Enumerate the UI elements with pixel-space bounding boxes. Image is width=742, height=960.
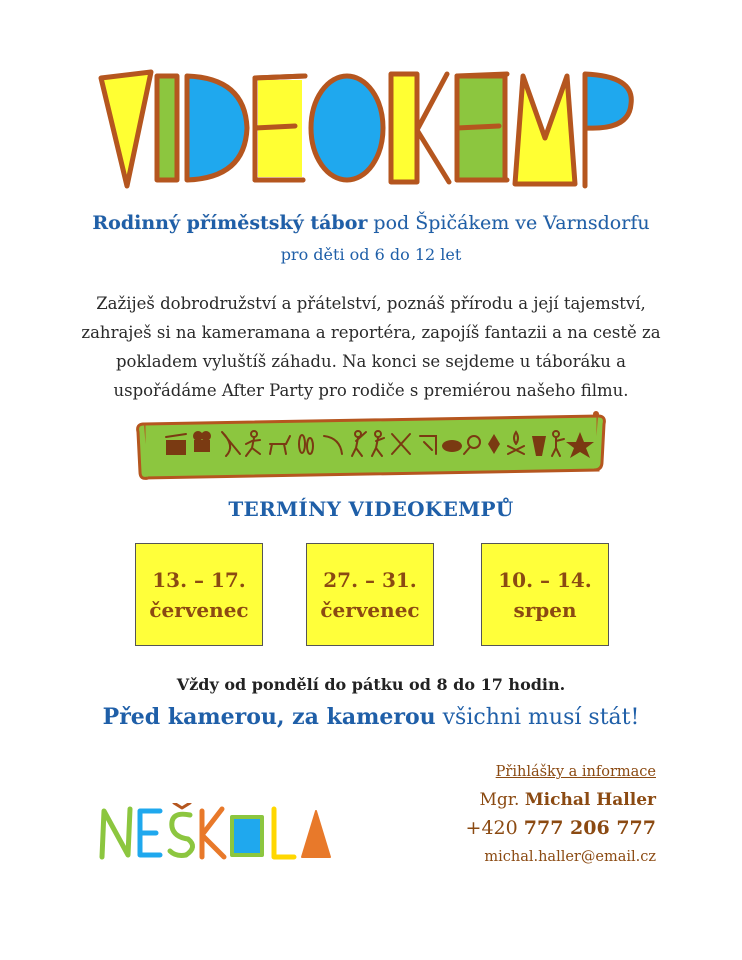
slogan-rest: všichni musí stát! [435,705,640,730]
contact-phone [466,817,656,839]
phone-number: 777 206 777 [523,817,656,839]
intro-paragraph [70,289,672,405]
videokemp-logo [95,68,640,193]
slogan-bold: Před kamerou, za kamerou [102,704,436,730]
subtitle-bold: Rodinný příměstský tábor [92,212,368,234]
date-box-1 [135,543,263,646]
age-range: pro děti od 6 do 12 let [280,245,462,264]
contact-email[interactable]: michal.haller@email.cz [484,849,656,865]
date-month: červenec [320,597,420,622]
slogan [0,704,742,730]
football-icon [442,440,462,452]
intro-line: pokladem vyluštíš záhadu. Na konci se sejdeme u táboráku a [115,352,627,371]
neskola-logo [98,803,333,863]
dates-heading: TERMÍNY VIDEOKEMPŮ [228,497,514,521]
date-range: 13. – 17. [152,567,246,592]
intro-line: uspořádáme After Party pro rodiče s premiérou našeho filmu. [113,381,629,400]
phone-prefix: +420 [465,817,518,839]
date-month: červenec [149,597,249,622]
intro-line: zahraješ si na kameramana a reportéra, zapojíš fantazii a na cestě za [81,323,661,342]
subtitle-rest: pod Špičákem ve Varnsdorfu [367,212,650,234]
movie-camera-icon [194,432,210,452]
date-box-2 [306,543,434,646]
date-box-3 [481,543,609,646]
contact-heading: Přihlášky a informace [495,764,656,780]
subtitle [0,212,742,234]
date-range: 10. – 14. [498,567,592,592]
contact-name-bold: Michal Haller [524,790,656,810]
date-range: 27. – 31. [323,567,417,592]
activities-banner [136,410,606,485]
contact-title: Mgr. [479,790,520,810]
contact-name [479,790,656,810]
date-month: srpen [513,597,577,622]
intro-line: Zažiješ dobrodružství a přátelství, poznáš přírodu a její tajemství, [96,294,646,313]
schedule-note: Vždy od pondělí do pátku od 8 do 17 hodin. [176,675,566,694]
